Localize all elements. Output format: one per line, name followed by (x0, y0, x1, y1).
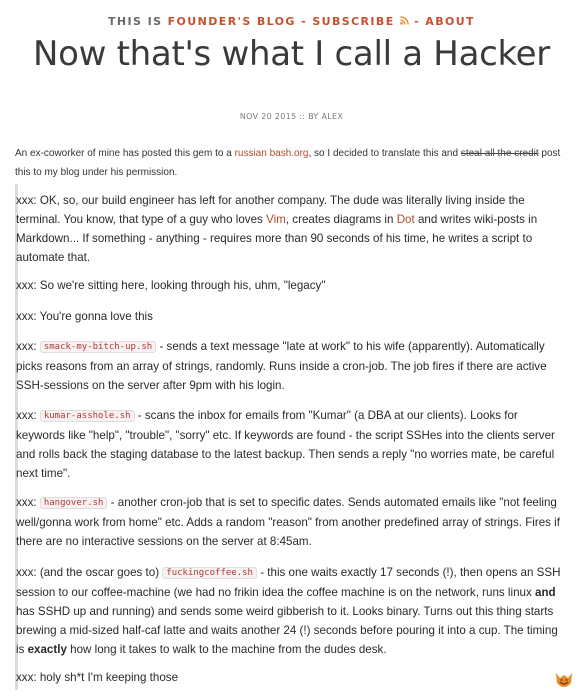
quote-text: xxx: (16, 409, 40, 422)
quote-text: how long it takes to walk to the machine from the dudes desk. (66, 643, 387, 656)
quote-text: xxx: OK, so, our build engineer has left for another company. The dude was literally living inside the terminal. You know, that type of a guy who loves (16, 194, 525, 226)
post-meta: NOV 20 2015 :: BY ALEX (239, 112, 344, 121)
vim-link[interactable]: Vim (266, 213, 286, 226)
nav-prefix: THIS IS (108, 15, 163, 28)
bold-text: exactly (27, 643, 67, 656)
script-name-code: hangover.sh (40, 497, 108, 509)
quote-text: - scans the inbox for emails from "Kumar" (a DBA at our clients). Looks for keywords like "help", "trouble", "sorry" etc. If keywords are found - the script SSHes into the clients server and rolls back the staging database to the latest backup. Then sends a reply "no worries mate, be careful next time". (16, 409, 555, 480)
quote-text: and writes wiki-posts in Markdown... If something - anything - requires more than 90 seconds of his time, he writes a script to automate that. (16, 213, 538, 264)
quote-text: xxx: (16, 340, 40, 353)
rss-icon[interactable] (400, 16, 409, 28)
quote-paragraph-1 (16, 191, 568, 267)
quote-text: has SSHD up and running) and sends some weird gibberish to it. Looks binary. Turns out this thing starts brewing a mid-sized half-caf latte and waits another 24 (!) seconds before pouring it into a cup. The timing is (16, 605, 558, 656)
nav-separator: - (301, 15, 308, 28)
intro-text: post this to my blog under his permission. (15, 148, 561, 178)
script-name-code: smack-my-bitch-up.sh (40, 341, 156, 353)
script-name-code: kumar-asshole.sh (40, 410, 135, 422)
quote-paragraph-6 (16, 493, 568, 551)
quote-paragraph-4 (16, 337, 568, 395)
bold-text: and (535, 586, 556, 599)
quote-text: xxx: (and the oscar goes to) (16, 566, 163, 579)
quote-text: , creates diagrams in (285, 213, 397, 226)
dot-link[interactable]: Dot (396, 213, 415, 226)
site-logo-icon (553, 670, 575, 692)
intro-text: , so I decided to translate this and (308, 148, 461, 159)
post-title: Now that's what I call a Hacker (33, 34, 550, 74)
script-name-code: fuckingcoffee.sh (162, 567, 257, 579)
nav-subscribe-link[interactable]: SUBSCRIBE (312, 15, 395, 28)
nav-separator: - (414, 15, 421, 28)
quote-paragraph-2: xxx: So we're sitting here, looking through his, uhm, "legacy" (16, 279, 326, 292)
quote-text: - sends a text message "late at work" to his wife (apparently). Automatically picks reasons from an array of strings, randomly. Runs inside a cron-job. The job fires if there are active SSH-sessions on the server after 9pm with his login. (16, 340, 547, 392)
nav-about-link[interactable]: ABOUT (425, 15, 475, 28)
quote-paragraph-7 (16, 563, 568, 659)
quote-paragraph-3: xxx: You're gonna love this (16, 310, 153, 323)
quote-text: - this one waits exactly 17 seconds (!), then opens an SSH session to our coffee-machine (we had no frikin idea the coffee machine is on the network, runs linux (16, 566, 561, 599)
nav-blog-link[interactable]: FOUNDER'S BLOG (167, 15, 296, 28)
quote-text: - another cron-job that is set to specific dates. Sends automated emails like "not feeling well/gonna work from home" etc. Adds a random "reason" from another predefined array of strings. Fires if there are no interactive sessions on the server at 8:45am. (16, 496, 560, 548)
quote-text: xxx: (16, 496, 40, 509)
struck-text: steal all the credit (460, 148, 539, 159)
intro-paragraph (15, 144, 573, 182)
intro-text: An ex-coworker of mine has posted this gem to a (15, 148, 235, 159)
top-navigation (0, 15, 583, 28)
quote-paragraph-8: xxx: holy sh*t I'm keeping those (16, 671, 179, 684)
quote-paragraph-5 (16, 406, 568, 483)
bash-org-link[interactable]: russian bash.org (234, 148, 309, 159)
